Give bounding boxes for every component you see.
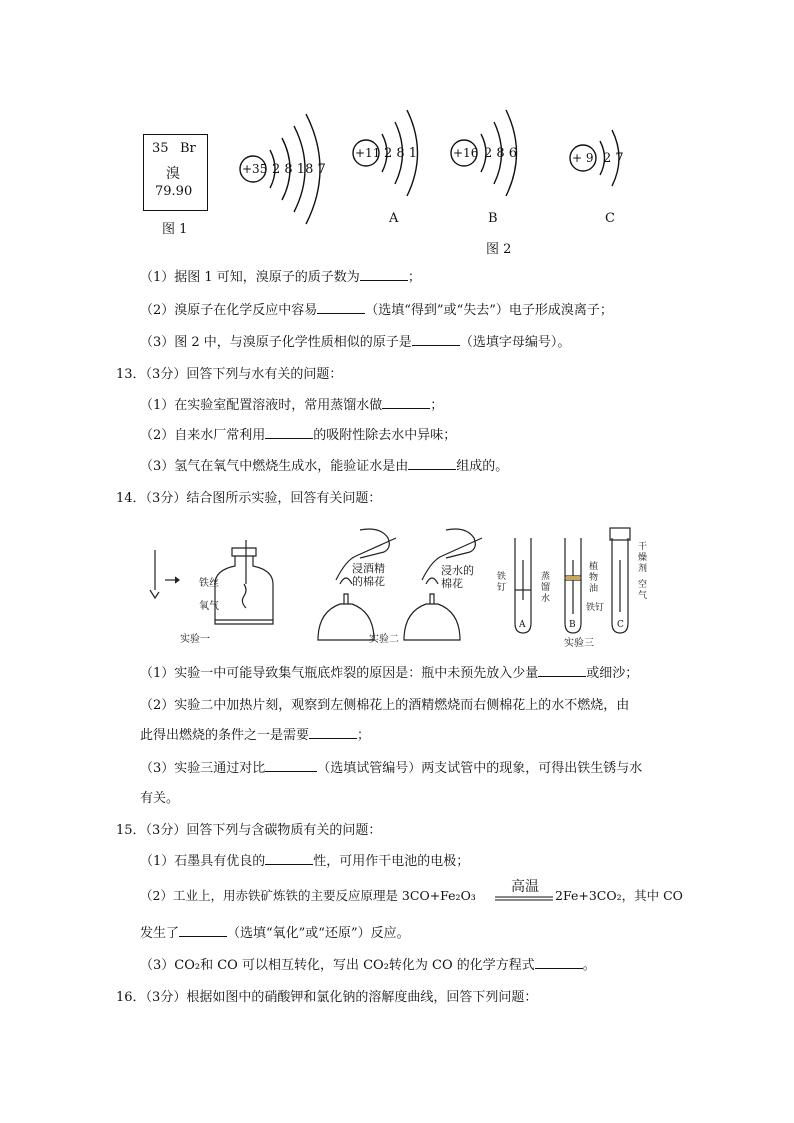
reaction-condition: 高温 (511, 879, 539, 895)
exp3-water-label: 蒸 馏 水 (541, 572, 551, 604)
figure-1-caption: 图 1 (162, 222, 188, 237)
q16-title: 16．（3分）根据如图中的硝酸钾和氯化钠的溶解度曲线，回答下列问题： (116, 990, 538, 1005)
exp3-nail-label: 铁 钉 (497, 572, 507, 593)
atomic-number: 35 (152, 141, 169, 156)
answer-blank[interactable] (179, 924, 227, 937)
q12-item-3: （3）图 2 中，与溴原子化学性质相似的原子是 （选填字母编号）。 (140, 335, 571, 350)
answer-blank[interactable] (317, 301, 365, 314)
q14-item-2: （2）实验二中加热片刻，观察到左侧棉花上的酒精燃烧而右侧棉花上的水不燃烧，由 (140, 698, 630, 713)
bromine-nucleus: +35 (242, 162, 268, 176)
atom-b-electrons: 2 8 6 (484, 146, 518, 161)
q14-item-1: （1）实验一中可能导致集气瓶底炸裂的原因是：瓶中未预先放入少量 或细沙； (140, 666, 639, 681)
q12-item-1: （1）据图 1 可知，溴原子的质子数为 ； (140, 270, 421, 285)
answer-blank[interactable] (360, 268, 408, 281)
q13-item-2: （2）自来水厂常利用 的吸附性除去水中异味； (140, 428, 457, 443)
exp1-oxygen-label: 氧气 (199, 601, 219, 612)
exp3-tube-c: C (617, 620, 624, 630)
q15-item-2-products: 2Fe+3CO₂，其中 CO (555, 888, 683, 903)
q12-item-2: （2）溴原子在化学反应中容易 （选填“得到”或“失去”）电子形成溴离子； (140, 303, 613, 318)
answer-blank[interactable] (265, 426, 313, 439)
exp2-left-label: 浸酒精 的棉花 (352, 562, 385, 588)
exp3-caption: 实验三 (564, 638, 594, 649)
q13-item-1: （1）在实验室配置溶液时，常用蒸馏水做 ； (140, 398, 444, 413)
figure-2-caption: 图 2 (486, 242, 512, 257)
q15-item-2: （2）工业上，用赤铁矿炼铁的主要反应原理是 3CO+Fe₂O₃ (140, 888, 476, 903)
q13-title: 13．（3分）回答下列与水有关的问题： (116, 367, 343, 382)
atom-b-nucleus: +16 (453, 146, 479, 160)
atom-a-electrons: 2 8 1 (384, 146, 418, 161)
answer-blank[interactable] (309, 726, 357, 739)
answer-blank[interactable] (408, 457, 456, 470)
atom-a-nucleus: +11 (355, 146, 381, 160)
atom-c-label: C (605, 211, 615, 226)
q14-item-3-cont: 有关。 (140, 791, 180, 806)
atomic-mass: 79.90 (155, 184, 193, 199)
exp3-oil-label: 植 物 油 (589, 562, 599, 594)
exp3-tube-b: B (569, 620, 576, 630)
bromine-electrons: 2 8 18 7 (272, 162, 326, 177)
atom-c-electrons: 2 7 (603, 151, 624, 166)
exp3-dry-label: 干 燥 剂 (638, 542, 648, 574)
q15-item-1: （1）石墨具有优良的 性，可用作干电池的电极； (140, 854, 470, 869)
atom-c-nucleus: + 9 (572, 151, 594, 165)
exp3-air-label: 空 气 (638, 580, 648, 601)
q13-item-3: （3）氢气在氧气中燃烧生成水，能验证水是由 组成的。 (140, 459, 509, 474)
answer-blank[interactable] (535, 956, 583, 969)
element-name: 溴 (166, 166, 180, 182)
exp3-nail2-label: 铁钉 (586, 603, 605, 613)
atom-b-label: B (488, 211, 498, 226)
reaction-arrow (495, 896, 555, 902)
exp2-caption: 实验二 (369, 634, 399, 645)
answer-blank[interactable] (265, 759, 317, 772)
exp2-right-label: 浸水的 棉花 (441, 564, 474, 590)
q14-item-3: （3）实验三通过对比 （选填试管编号）两支试管中的现象，可得出铁生锈与水 (140, 761, 643, 776)
q14-title: 14．（3分）结合图所示实验，回答有关问题： (116, 491, 382, 506)
q15-item-3: （3）CO₂和 CO 可以相互转化，写出 CO₂转化为 CO 的化学方程式 。 (140, 958, 596, 973)
element-symbol: Br (180, 141, 196, 156)
q14-item-2-cont: 此得出燃烧的条件之一是需要 ； (140, 728, 371, 743)
answer-blank[interactable] (538, 664, 586, 677)
q15-item-2-cont: 发生了 （选填“氧化”或“还原”）反应。 (140, 926, 410, 941)
answer-blank[interactable] (382, 396, 430, 409)
answer-blank[interactable] (412, 333, 460, 346)
q15-title: 15．（3分）回答下列与含碳物质有关的问题： (116, 823, 382, 838)
atom-a-label: A (389, 211, 399, 226)
exp1-caption: 实验一 (180, 634, 210, 645)
exp3-tube-a: A (519, 620, 526, 630)
answer-blank[interactable] (265, 852, 313, 865)
exp1-wire-label: 铁丝 (199, 578, 219, 589)
